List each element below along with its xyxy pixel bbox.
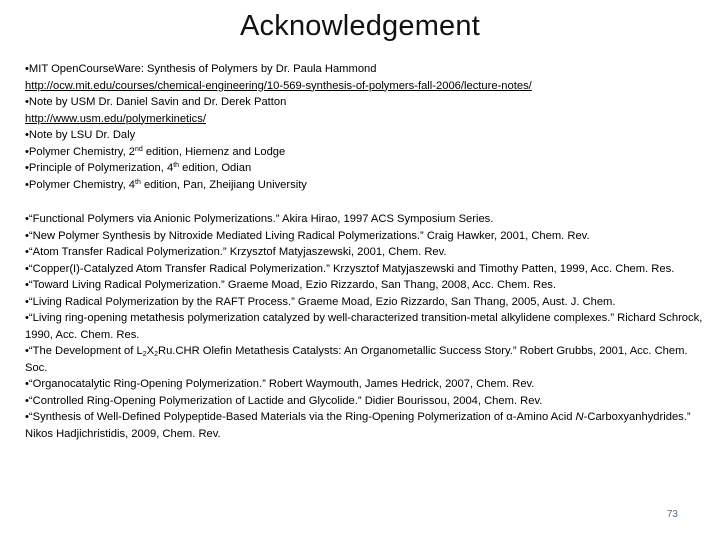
source-text: edition, Pan, Zheijiang University (140, 178, 307, 191)
slide-title: Acknowledgement (240, 10, 480, 42)
reference-text: •“Synthesis of Well-Defined Polypeptide-Based Materials via the Ring-Opening Polymerization of α-Amino Acid (25, 411, 576, 423)
reference-text: •“The Development of L (25, 345, 143, 357)
ordinal-suffix: th (173, 162, 180, 169)
source-item: •Note by USM Dr. Daniel Savin and Dr. Derek Patton (25, 96, 287, 108)
source-item: •Note by LSU Dr. Daly (25, 129, 136, 141)
source-link-mit[interactable]: http://ocw.mit.edu/courses/chemical-engineering/10-569-synthesis-of-polymers-fall-2006/lecture-notes/ (25, 79, 532, 92)
reference-item: •“Functional Polymers via Anionic Polymerizations.” Akira Hirao, 1997 ACS Symposium Series. (25, 213, 494, 225)
ordinal-suffix: th (135, 178, 141, 186)
source-item (25, 144, 710, 161)
source-link-usm[interactable]: http://www.usm.edu/polymerkinetics/ (25, 112, 206, 125)
page-number: 73 (666, 509, 678, 520)
italic-letter: N (575, 411, 584, 423)
reference-text: X (146, 345, 155, 357)
reference-item: •“Living ring-opening metathesis polymerization catalyzed by well-characterized transition-metal alkylidene complexes.” Richard Schrock, 1990, Acc. Chem. Res. (25, 312, 703, 341)
source-text: edition, Odian (179, 162, 252, 174)
references-list (25, 211, 710, 442)
source-item: •MIT OpenCourseWare: Synthesis of Polymers by Dr. Paula Hammond (25, 63, 377, 75)
reference-item: •“Copper(I)-Catalyzed Atom Transfer Radical Polymerization.” Krzysztof Matyjaszewski and Timothy Patten, 1999, Acc. Chem. Res. (25, 262, 675, 275)
reference-text: Ru.CHR Olefin Metathesis Catalysts: An Organometallic Success Story.” Robert Grubbs, 2001, Acc. Chem. Soc. (25, 345, 688, 374)
subscript: 2 (154, 351, 158, 358)
source-text: •Polymer Chemistry, 4 (25, 178, 136, 191)
source-text: edition, Hiemenz and Lodge (142, 145, 286, 158)
reference-item-hadjichristidis (25, 409, 710, 442)
reference-item: •“Living Radical Polymerization by the RAFT Process.” Graeme Moad, Ezio Rizzardo, San Thang, 2005, Aust. J. Chem. (25, 295, 616, 308)
reference-item: •“Controlled Ring-Opening Polymerization of Lactide and Glycolide.” Didier Bourissou, 2004, Chem. Rev. (25, 394, 543, 407)
sources-list (25, 61, 710, 193)
source-item (25, 160, 710, 177)
source-text: •Polymer Chemistry, 2 (25, 145, 136, 158)
source-text: •Principle of Polymerization, 4 (25, 162, 174, 174)
reference-item: •“Organocatalytic Ring-Opening Polymerization.” Robert Waymouth, James Hedrick, 2007, Chem. Rev. (25, 378, 535, 390)
subscript: 2 (142, 351, 147, 358)
reference-item: •“Toward Living Radical Polymerization.” Graeme Moad, Ezio Rizzardo, San Thang, 2008, Acc. Chem. Res. (25, 279, 556, 291)
ordinal-suffix: nd (135, 145, 143, 153)
source-item (25, 177, 710, 194)
reference-text: -Carboxyanhydrides.” Nikos Hadjichristidis, 2009, Chem. Rev. (25, 411, 691, 440)
reference-item-grubbs (25, 343, 710, 376)
reference-item: •“New Polymer Synthesis by Nitroxide Mediated Living Radical Polymerizations.” Craig Hawker, 2001, Chem. Rev. (25, 229, 590, 242)
reference-item: •“Atom Transfer Radical Polymerization.” Krzysztof Matyjaszewski, 2001, Chem. Rev. (25, 246, 447, 258)
